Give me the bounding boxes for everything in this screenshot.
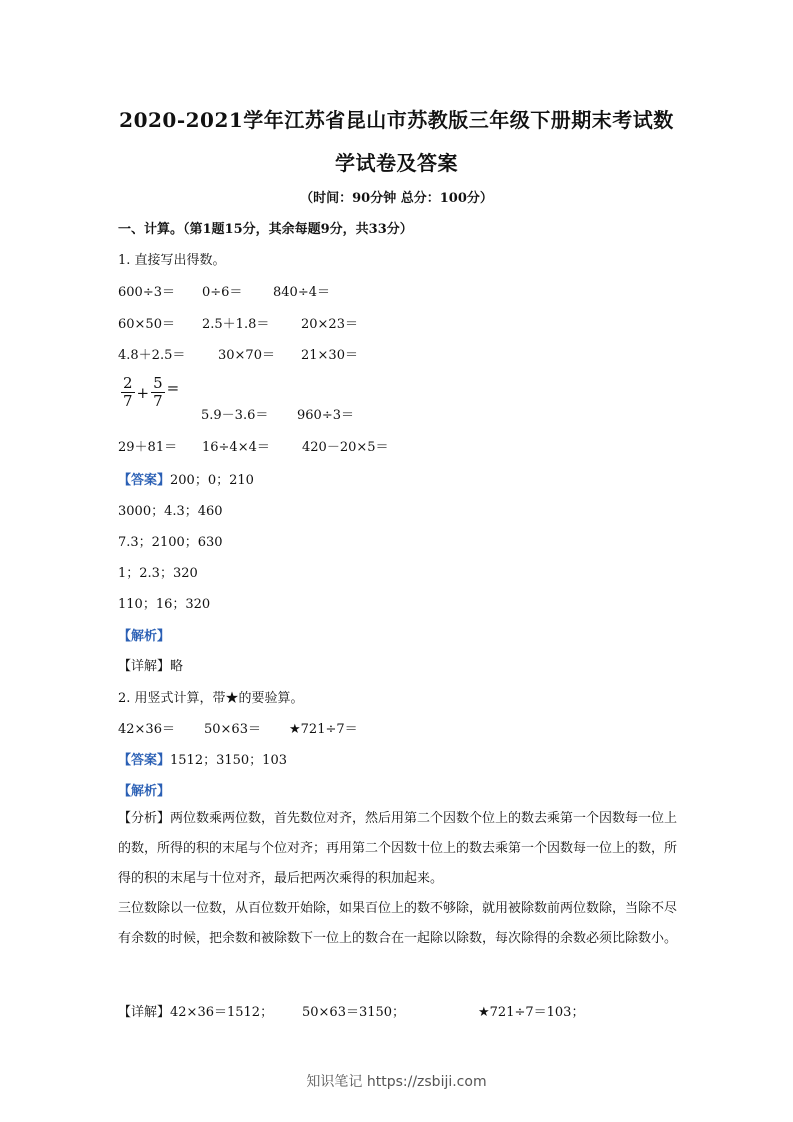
- exam-time-score: （时间：90分钟 总分：100分）: [300, 191, 493, 206]
- calc-item: 840÷4＝: [273, 285, 330, 300]
- calc-item: 21×30＝: [301, 348, 358, 363]
- detail-tag: 【详解】: [118, 659, 171, 674]
- detail-text: ★721÷7＝103；: [478, 1005, 585, 1020]
- answer-text: 110；16；320: [118, 597, 211, 612]
- calc-item: 50×63＝: [204, 722, 261, 737]
- answer-text: 1；2.3；320: [118, 566, 198, 581]
- document-title-line-1: 2020-2021学年江苏省昆山市苏教版三年级下册期末考试数: [119, 108, 674, 132]
- answer-line: [118, 749, 287, 768]
- answer-tag: 【答案】: [118, 473, 171, 488]
- answer-text: 3000；4.3；460: [118, 504, 223, 519]
- calc-item: 29＋81＝: [118, 440, 178, 455]
- calc-item: 600÷3＝: [118, 285, 175, 300]
- answer-text: 1512；3150；103: [170, 753, 287, 768]
- numerator: 2: [123, 374, 133, 392]
- calc-item: 0÷6＝: [202, 285, 243, 300]
- answer-text: 7.3；2100；630: [118, 535, 223, 550]
- equals-sign: =: [166, 378, 180, 397]
- analysis-tag: 【解析】: [118, 784, 171, 799]
- answer-tag: 【答案】: [118, 753, 171, 768]
- detail-line: [118, 1001, 273, 1020]
- calc-item: 4.8＋2.5＝: [118, 348, 186, 363]
- denominator: 7: [153, 392, 163, 410]
- detail-text: 50×63＝3150；: [302, 1005, 406, 1020]
- detail-line: [118, 655, 183, 674]
- answer-text: 200；0；210: [170, 473, 254, 488]
- calc-item: 16÷4×4＝: [202, 440, 270, 455]
- calc-item: 5.9－3.6＝: [201, 408, 269, 423]
- calc-item: 42×36＝: [118, 722, 175, 737]
- question-1-stem: 1. 直接写出得数。: [118, 253, 226, 268]
- calc-item: 960÷3＝: [297, 408, 354, 423]
- site-footer-link[interactable]: 知识笔记 https://zsbiji.com: [306, 1074, 487, 1090]
- question-2-stem: 2. 用竖式计算，带★的要验算。: [118, 691, 304, 706]
- section-heading: 一、计算。（第1题15分，其余每题9分，共33分）: [118, 222, 413, 237]
- analysis-text: 两位数乘两位数，首先数位对齐，然后用第二个因数个位上的数去乘第一个因数每一位上的数，所得的积的末尾与个位对齐；再用第二个因数十位上的数去乘第一个因数每一位上的数，所得的积的末尾与十位对齐，最后把两次乘得的积加起来。: [118, 811, 678, 886]
- numerator: 5: [153, 374, 163, 392]
- fenxi-tag: 【分析】: [118, 811, 171, 826]
- analysis-paragraph-2: 三位数除以一位数，从百位数开始除，如果百位上的数不够除，就用被除数前两位数除，当除不尽有余数的时候，把余数和被除数下一位上的数合在一起除以除数，每次除得的余数必须比除数小。: [118, 901, 678, 946]
- analysis-tag: 【解析】: [118, 629, 171, 644]
- calc-item: 60×50＝: [118, 317, 175, 332]
- calc-item: ★721÷7＝: [289, 722, 358, 737]
- detail-text: 42×36＝1512；: [170, 1005, 274, 1020]
- plus-sign: +: [136, 383, 150, 402]
- calc-item: 2.5＋1.8＝: [202, 317, 270, 332]
- calc-item: 420－20×5＝: [302, 440, 389, 455]
- answer-line: [118, 469, 254, 488]
- fraction-expression: [121, 375, 181, 410]
- denominator: 7: [123, 392, 133, 410]
- calc-item: 30×70＝: [218, 348, 275, 363]
- calc-item: 20×23＝: [301, 317, 358, 332]
- fraction: [151, 375, 165, 410]
- detail-text: 略: [170, 659, 184, 674]
- detail-tag: 【详解】: [118, 1005, 171, 1020]
- document-title-line-2: 学试卷及答案: [335, 151, 458, 175]
- fraction: [121, 375, 135, 410]
- analysis-paragraph: [118, 804, 678, 894]
